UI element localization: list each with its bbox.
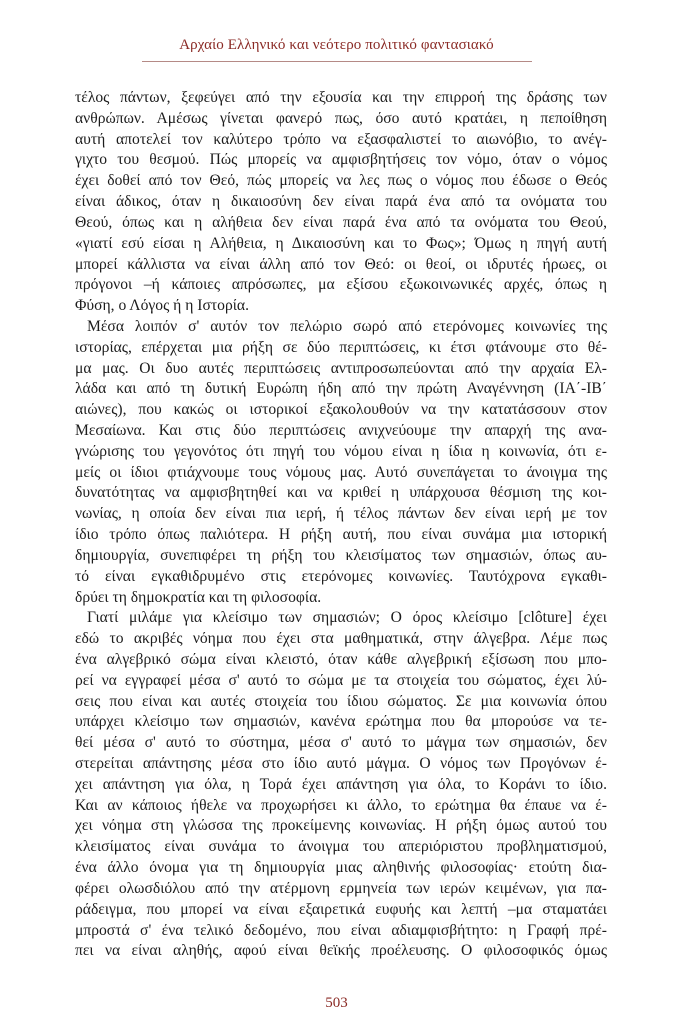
text-line: χει απάντηση για όλα, η Τορά έχει απάντηση για όλα, το Κοράνι το ίδιο. <box>75 775 607 793</box>
text-line: ρεί να εγγραφεί μέσα σ' αυτό το σώμα με τα στοιχεία του σώματος, έχει λύ- <box>75 671 607 689</box>
text-line: πρόγονοι –ή κάποιες απρόσωπες, μα εξίσου εξωκοινωνικές αρχές, όπως η <box>75 276 607 294</box>
text-line: Και αν κάποιος ήθελε να προχωρήσει κι άλλο, το ερώτημα θα έπαυε να έ- <box>75 796 607 814</box>
text-line: αυτή αποτελεί τον καλύτερο τρόπο να εξασφαλιστεί το αιωνόβιο, το ανέγ- <box>75 130 607 148</box>
body-text <box>75 88 607 962</box>
text-line: ράδειγμα, που μπορεί να είναι εξαιρετικά ευφυής και λεπτή –μα σταματάει <box>75 900 607 918</box>
text-line: σεις που είναι και αυτές στοιχεία του ίδιου σώματος. Σε μια κοινωνία όπου <box>75 692 607 710</box>
text-line: μα μας. Οι δυο αυτές περιπτώσεις αντιπροσωπεύονται από την αρχαία Ελ- <box>75 359 607 377</box>
text-line: υπάρχει κλείσιμο των σημασιών, κανένα ερώτημα που θα μπορούσε να τε- <box>75 713 607 731</box>
text-line: εδώ το ακριβές νόημα που έχει στα μαθηματικά, στην άλγεβρα. Λέμε πως <box>75 630 607 648</box>
text-line: Μεσαίωνα. Και στις δύο περιπτώσεις ανιχνεύουμε την απαρχή της ανα- <box>75 422 607 439</box>
running-head: Αρχαίο Ελληνικό και νεότερο πολιτικό φαντασιακό <box>179 37 494 53</box>
text-line: τό είναι εγκαθιδρυμένο στις ετερόνομες κοινωνίες. Ταυτόχρονα εγκαθι- <box>75 567 607 585</box>
text-line: ιστορίας, επέρχεται μια ρήξη σε δύο περιπτώσεις, κι έτσι φτάνουμε στο θέ- <box>75 338 607 356</box>
running-head-rule <box>142 61 532 62</box>
text-line: νωνίας, η οποία δεν είναι πια ιερή, ή τέλος πάντων δεν είναι ιερή με τον <box>75 505 607 523</box>
text-line: ένα αλγεβρικό σώμα είναι κλειστό, όταν κάθε αλγεβρική εξίσωση που μπο- <box>75 650 607 668</box>
text-line: γνώρισης του γεγονότος ότι πηγή του νόμου είναι η ίδια η κοινωνία, ότι ε- <box>75 442 607 460</box>
text-line: θεί μέσα σ' αυτό το σύστημα, μέσα σ' αυτό το μάγμα των σημασιών, δεν <box>75 734 607 752</box>
text-line: μείς οι ίδιοι φτιάχνουμε τους νόμους μας. Αυτό συνεπάγεται το άνοιγμα της <box>75 463 607 481</box>
text-line: Γιατί μιλάμε για κλείσιμο των σημασιών; Ο όρος κλείσιμο [clôture] έχει <box>87 609 607 627</box>
text-line: ανθρώπων. Αμέσως γίνεται φανερό πως, όσο αυτό κρατάει, η πεποίθηση <box>75 109 607 127</box>
text-line: στερείται απάντησης μέσα στο ίδιο αυτό μάγμα. Ο νόμος των Προγόνων έ- <box>75 755 607 772</box>
text-line: ίδιο τρόπο όπως παλιότερα. Η ρήξη αυτή, που είναι συνάμα μια ιστορική <box>75 526 607 544</box>
text-line: έχει δοθεί από τον Θεό, πώς μπορείς να λες πως ο νόμος που έδωσε ο Θεός <box>75 172 607 190</box>
text-line: Φύση, ο Λόγος ή η Ιστορία. <box>75 297 249 315</box>
text-line: δρύει τη δημοκρατία και τη φιλοσοφία. <box>75 588 322 606</box>
text-line: κλεισίματος είναι συνάμα το άνοιγμα του απεριόριστου προβληματισμού, <box>75 838 607 856</box>
text-line: πει να είναι αληθής, αφού είναι θεϊκής προέλευσης. Ο φιλοσοφικός όμως <box>75 942 607 960</box>
text-line: είναι άδικος, όταν η δικαιοσύνη δεν είναι παρά ένα από τα ονόματα του <box>75 193 607 211</box>
text-line: Θεού, όπως και η αλήθεια δεν είναι παρά ένα από τα ονόματα του Θεού, <box>75 213 607 231</box>
text-line: μπροστά σ' ένα τελικό δεδομένο, που είναι αδιαμφισβήτητο: η Γραφή πρέ- <box>75 921 607 939</box>
text-line: χει νόημα στη γλώσσα της προκείμενης κοινωνίας. Η ρήξη όμως αυτού του <box>75 817 607 835</box>
text-line: δημιουργία, συνεπιφέρει τη ρήξη του κλεισίματος των σημασιών, όπως αυ- <box>75 546 607 564</box>
text-line: γιχτο του θεσμού. Πώς μπορείς να αμφισβητήσεις τον νόμο, όταν ο νόμος <box>75 151 607 169</box>
text-line: λάδα και από τη δυτική Ευρώπη ήδη από την πρώτη Αναγέννηση (ΙΑ΄-ΙΒ΄ <box>75 380 607 398</box>
text-line: δυνατότητας να αμφισβητηθεί και να κριθεί η υπάρχουσα θέσμιση της κοι- <box>75 484 607 502</box>
text-line: ένα άλλο όνομα για τη δημιουργία μιας αληθινής φιλοσοφίας· ετούτη δια- <box>75 859 607 877</box>
text-line: μπορεί κάλλιστα να είναι άλλη από τον Θεό: οι θεοί, οι ιδρυτές ήρωες, οι <box>75 255 607 273</box>
text-line: αιώνες), που κακώς οι ιστορικοί εξακολουθούν να την κατατάσσουν στον <box>75 401 607 419</box>
page-number: 503 <box>325 995 348 1011</box>
text-line: φέρει ολωσδιόλου από την ατέρμονη ερμηνεία των ιερών κειμένων, για πα- <box>75 879 607 897</box>
text-line: Μέσα λοιπόν σ' αυτόν τον πελώριο σωρό από ετερόνομες κοινωνίες της <box>87 317 607 335</box>
text-line: τέλος πάντων, ξεφεύγει από την εξουσία και την επιρροή της δράσης των <box>75 89 607 106</box>
text-line: «γιατί εσύ είσαι η Αλήθεια, η Δικαιοσύνη και το Φως»; Όμως η πηγή αυτή <box>75 234 607 252</box>
